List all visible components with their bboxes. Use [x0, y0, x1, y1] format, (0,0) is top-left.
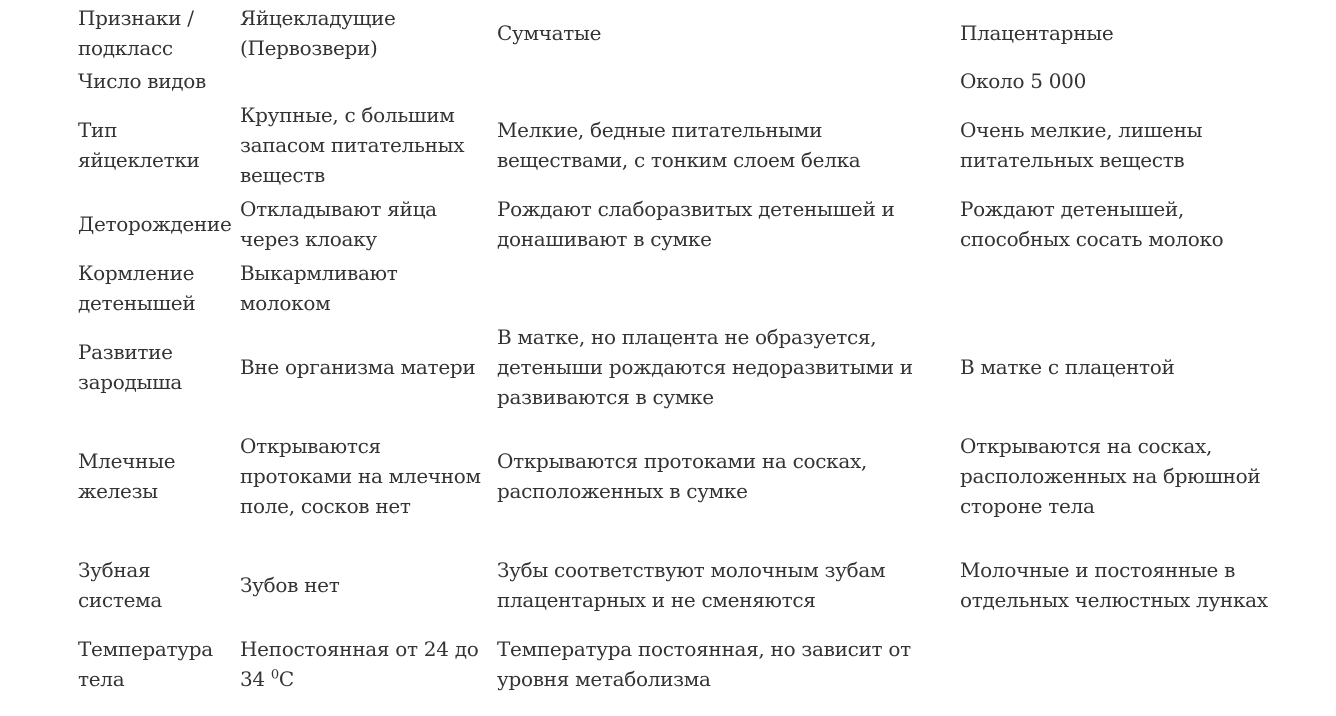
table-cell: Признаки / подкласс — [78, 6, 194, 60]
table-cell — [493, 64, 956, 98]
table-cell: Температура постоянная, но зависит от уровня метаболизма — [497, 637, 911, 691]
table-row — [74, 538, 1284, 632]
table-cell: В матке, но плацента не образуется, детеныши рождаются недоразвитыми и развиваются в сумке — [497, 325, 913, 409]
table-cell — [956, 632, 1284, 696]
table-cell: Тип яйцеклетки — [78, 118, 200, 172]
table-cell: Температура тела — [78, 637, 213, 691]
table-cell: Крупные, с большим запасом питательных веществ — [240, 103, 465, 187]
temperature-unit: С — [278, 667, 294, 691]
table-row — [74, 632, 1284, 696]
table-cell: Число видов — [78, 69, 206, 93]
temperature-range-text: Непостоянная от 24 до 34 — [240, 637, 479, 691]
table-cell-temperature — [236, 632, 493, 696]
table-cell: Сумчатые — [497, 21, 602, 45]
table-cell: Выкармливают молоком — [240, 261, 398, 315]
table-cell: Открываются протоками на млечном поле, сосков нет — [240, 434, 481, 518]
table-cell: В матке с плацентой — [960, 355, 1175, 379]
table-cell: Яйцекладущие (Первозвери) — [240, 6, 396, 60]
table-cell — [956, 256, 1284, 320]
table-cell: Рождают слаборазвитых детенышей и донашивают в сумке — [497, 197, 895, 251]
table-cell: Около 5 000 — [960, 69, 1086, 93]
table-cell: Кормление детенышей — [78, 261, 196, 315]
table-row — [74, 64, 1284, 98]
table-cell: Развитие зародыша — [78, 340, 183, 394]
table-row — [74, 414, 1284, 538]
table-cell: Откладывают яйца через клоаку — [240, 197, 437, 251]
comparison-table-container — [74, 2, 1284, 696]
table-cell — [236, 64, 493, 98]
table-cell: Вне организма матери — [240, 355, 476, 379]
mammal-subclass-comparison-table — [74, 2, 1284, 696]
table-cell: Открываются протоками на сосках, расположенных в сумке — [497, 449, 867, 503]
table-cell: Млечные железы — [78, 449, 176, 503]
table-cell: Мелкие, бедные питательными веществами, с тонким слоем белка — [497, 118, 861, 172]
table-cell: Деторождение — [78, 212, 232, 236]
table-row — [74, 98, 1284, 192]
table-row — [74, 256, 1284, 320]
table-cell — [493, 256, 956, 320]
table-row — [74, 192, 1284, 256]
degree-superscript: 0 — [270, 667, 279, 683]
table-cell: Зубов нет — [240, 573, 340, 597]
table-cell: Очень мелкие, лишены питательных веществ — [960, 118, 1203, 172]
table-cell: Молочные и постоянные в отдельных челюстных лунках — [960, 558, 1268, 612]
table-row — [74, 320, 1284, 414]
table-cell: Зубная система — [78, 558, 163, 612]
table-cell: Зубы соответствуют молочным зубам плацентарных и не сменяются — [497, 558, 886, 612]
table-cell: Рождают детенышей, способных сосать молоко — [960, 197, 1224, 251]
table-header-row — [74, 2, 1284, 64]
table-cell: Открываются на сосках, расположенных на брюшной стороне тела — [960, 434, 1261, 518]
table-cell: Плацентарные — [960, 21, 1114, 45]
